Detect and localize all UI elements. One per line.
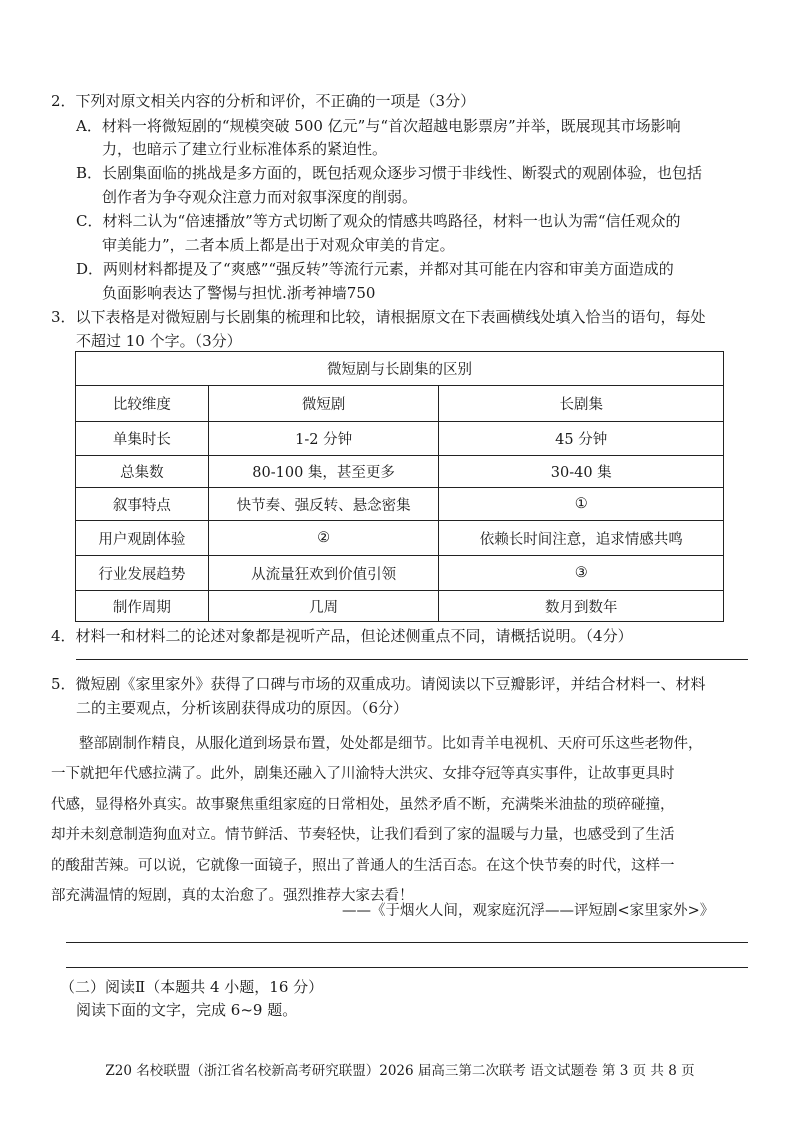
q2-option-b-line2: 创作者为争夺观众注意力而对叙事深度的削弱。 bbox=[102, 188, 418, 206]
q5-stem-line1: 5．微短剧《家里家外》获得了口碑与市场的双重成功。请阅读以下豆瓣影评，并结合材料一、材料 bbox=[51, 675, 706, 693]
table-cell: 数月到数年 bbox=[439, 591, 724, 622]
blank-2: ② bbox=[208, 521, 439, 556]
page-footer: Z20 名校联盟（浙江省名校新高考研究联盟）2026 届高三第二次联考 语文试题卷 第 3 页 共 8 页 bbox=[105, 1063, 695, 1079]
review-line: 部充满温情的短剧，真的太治愈了。强烈推荐大家去看！ bbox=[51, 888, 414, 904]
blank-1: ① bbox=[439, 488, 724, 521]
table-header-row bbox=[76, 386, 724, 422]
q2-option-c-line1: C．材料二认为“倍速播放”等方式切断了观众的情感共鸣路径，材料一也认为需“信任观众的 bbox=[76, 212, 681, 230]
q2-option-c-line2: 审美能力”，二者本质上都是出于对观众审美的肯定。 bbox=[102, 236, 455, 254]
table-row bbox=[76, 556, 724, 591]
q4-stem: 4．材料一和材料二的论述对象都是视听产品，但论述侧重点不同，请概括说明。（4分） bbox=[51, 627, 633, 645]
table-row bbox=[76, 521, 724, 556]
header-long-drama: 长剧集 bbox=[439, 386, 724, 422]
table-cell: 快节奏、强反转、悬念密集 bbox=[208, 488, 439, 521]
review-line: 代感，显得格外真实。故事聚焦重组家庭的日常相处，虽然矛盾不断，充满柴米油盐的琐碎碰撞， bbox=[51, 797, 675, 813]
table-cell: 制作周期 bbox=[76, 591, 209, 622]
q2-option-a-line2: 力，也暗示了建立行业标准体系的紧迫性。 bbox=[102, 140, 388, 158]
q2-option-b-line1: B．长剧集面临的挑战是多方面的，既包括观众逐步习惯于非线性、断裂式的观剧体验，也包括 bbox=[76, 164, 703, 182]
q2-option-d-line1: D．两则材料都提及了“爽感”“强反转”等流行元素，并都对其可能在内容和审美方面造成的 bbox=[76, 260, 674, 278]
q5-stem-line2: 二的主要观点，分析该剧获得成功的原因。（6分） bbox=[76, 699, 409, 717]
table-title: 微短剧与长剧集的区别 bbox=[76, 352, 724, 386]
table-cell: 1-2 分钟 bbox=[208, 422, 439, 456]
header-micro-drama: 微短剧 bbox=[208, 386, 439, 422]
table-cell: 30-40 集 bbox=[439, 456, 724, 488]
q3-stem-line1: 3．以下表格是对微短剧与长剧集的梳理和比较，请根据原文在下表画横线处填入恰当的语句，每处 bbox=[51, 308, 706, 326]
section-intro: 阅读下面的文字，完成 6~9 题。 bbox=[76, 1001, 298, 1019]
table-cell: 45 分钟 bbox=[439, 422, 724, 456]
table-row bbox=[76, 422, 724, 456]
table-cell: 从流量狂欢到价值引领 bbox=[208, 556, 439, 591]
table-row bbox=[76, 488, 724, 521]
q3-stem-line2: 不超过 10 个字。（3分） bbox=[76, 332, 242, 350]
q2-option-d-line2: 负面影响表达了警惕与担忧.浙考神墙750 bbox=[102, 284, 376, 302]
table-cell: 叙事特点 bbox=[76, 488, 209, 521]
table-cell: 用户观剧体验 bbox=[76, 521, 209, 556]
table-cell: 几周 bbox=[208, 591, 439, 622]
answer-line bbox=[76, 659, 748, 660]
table-cell: 总集数 bbox=[76, 456, 209, 488]
q2-stem: 2．下列对原文相关内容的分析和评价，不正确的一项是（3分） bbox=[51, 92, 476, 110]
header-dimension: 比较维度 bbox=[76, 386, 209, 422]
section-title: （二）阅读Ⅱ（本题共 4 小题，16 分） bbox=[60, 978, 324, 996]
review-line: 一下就把年代感拉满了。此外，剧集还融入了川渝特大洪灾、女排夺冠等真实事件，让故事更具时 bbox=[51, 766, 675, 782]
comparison-table bbox=[75, 351, 724, 622]
answer-line bbox=[66, 942, 748, 943]
review-source: ——《于烟火人间，观家庭沉浮——评短剧<家里家外>》 bbox=[342, 903, 715, 919]
table-row bbox=[76, 591, 724, 622]
review-line: 整部剧制作精良，从服化道到场景布置，处处都是细节。比如青羊电视机、天府可乐这些老物件， bbox=[79, 736, 703, 752]
review-line: 的酸甜苦辣。可以说，它就像一面镜子，照出了普通人的生活百态。在这个快节奏的时代，这样一 bbox=[51, 858, 675, 874]
table-cell: 依赖长时间注意，追求情感共鸣 bbox=[439, 521, 724, 556]
answer-line bbox=[66, 967, 748, 968]
table-cell: 行业发展趋势 bbox=[76, 556, 209, 591]
table-row bbox=[76, 456, 724, 488]
table-cell: 80-100 集，甚至更多 bbox=[208, 456, 439, 488]
blank-3: ③ bbox=[439, 556, 724, 591]
review-line: 却并未刻意制造狗血对立。情节鲜活、节奏轻快，让我们看到了家的温暖与力量，也感受到了生活 bbox=[51, 827, 675, 843]
table-cell: 单集时长 bbox=[76, 422, 209, 456]
q2-option-a-line1: A．材料一将微短剧的“规模突破 500 亿元”与“首次超越电影票房”并举，既展现其市场影响 bbox=[76, 117, 681, 135]
